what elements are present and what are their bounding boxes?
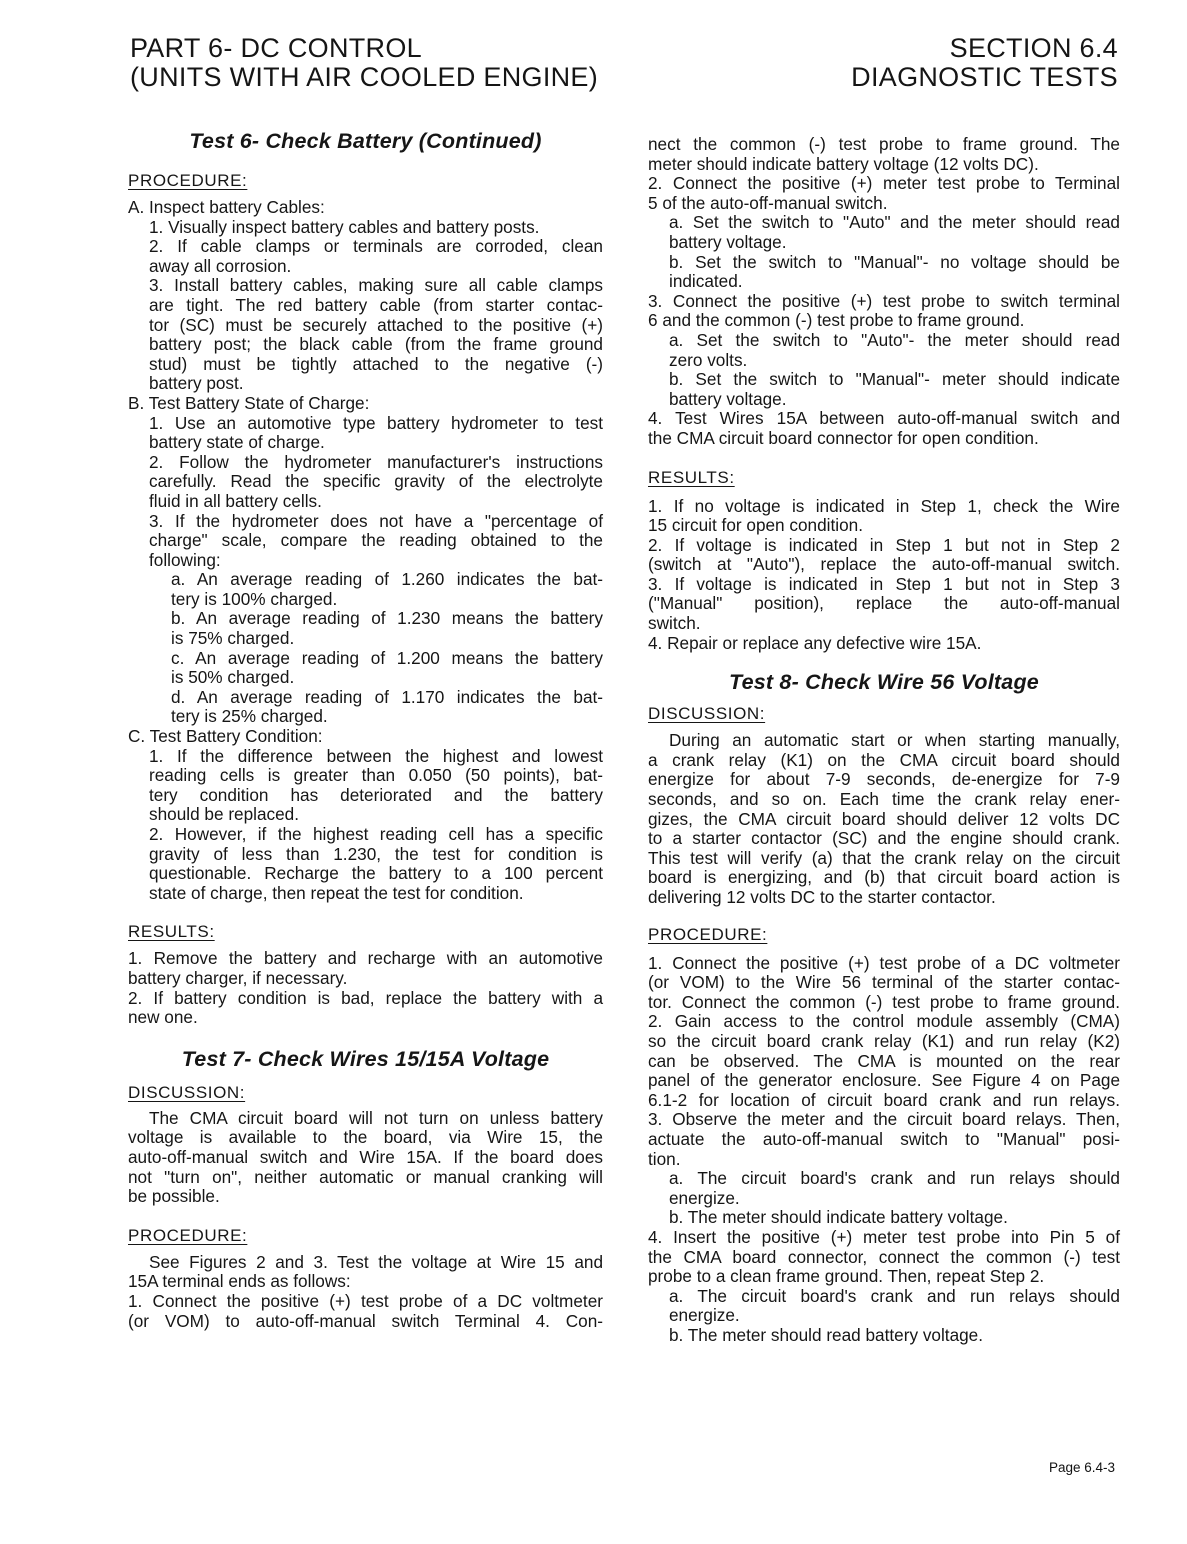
text-line: a. An average reading of 1.260 indicates the bat- <box>171 569 603 590</box>
text-line: 4. Test Wires 15A between auto-off-manual switch and <box>648 408 1120 429</box>
text-line: 15A terminal ends as follows: <box>128 1271 351 1292</box>
text-line: 4. Insert the positive (+) meter test probe into Pin 5 of <box>648 1226 1120 1247</box>
text-line: stud) must be tightly attached to the negative (-) <box>149 353 603 374</box>
text-line: can be observed. The CMA is mounted on the rear <box>648 1050 1120 1071</box>
text-line: 2. If voltage is indicated in Step 1 but not in Step 2 <box>648 534 1120 555</box>
text-line: the CMA circuit board connector for open condition. <box>648 427 1039 448</box>
text-line: C. Test Battery Condition: <box>128 726 323 747</box>
test7-title: Test 7- Check Wires 15/15A Voltage <box>181 1046 550 1071</box>
test8-discussion-label: DISCUSSION: <box>648 704 766 724</box>
text-line: a crank relay (K1) on the CMA circuit board should <box>648 749 1120 770</box>
text-line: is 50% charged. <box>171 667 295 688</box>
text-line: questionable. Recharge the battery to a 100 percent <box>149 863 603 884</box>
text-line: probe to a clean frame ground. Then, repeat Step 2. <box>648 1266 1045 1287</box>
test7-procedure-right <box>648 135 1120 449</box>
test7-results-label: RESULTS: <box>648 467 735 487</box>
text-line: are tight. The red battery cable (from starter contac- <box>149 294 603 315</box>
text-line: battery voltage. <box>669 388 787 409</box>
text-line: delivering 12 volts DC to the starter contactor. <box>648 887 996 907</box>
text-line: the CMA board connector, connect the common (-) test <box>648 1246 1120 1267</box>
text-line: b. Set the switch to "Manual"- meter should indicate <box>669 369 1120 390</box>
part-heading <box>130 34 598 92</box>
text-line: be possible. <box>128 1186 220 1207</box>
text-line: panel of the generator enclosure. See Figure 4 on Page <box>648 1070 1120 1091</box>
text-line: 6 and the common (-) test probe to frame ground. <box>648 310 1025 331</box>
left-column <box>128 128 603 1331</box>
text-line: is 75% charged. <box>171 628 295 649</box>
text-line: 2. If battery condition is bad, replace the battery with a <box>128 987 603 1008</box>
test6-procedure-label: PROCEDURE: <box>128 171 248 190</box>
text-line: 5 of the auto-off-manual switch. <box>648 192 888 213</box>
text-line: b. Set the switch to "Manual"- no voltage should be <box>669 251 1120 272</box>
text-line: energize. <box>669 1305 740 1326</box>
text-line: following: <box>149 549 221 570</box>
text-line: board is energizing, and (b) that circuit board action is <box>648 867 1120 888</box>
text-line: a. Set the switch to "Auto"- the meter should read <box>669 329 1120 350</box>
test7-discussion <box>128 1109 603 1207</box>
text-line: nect the common (-) test probe to frame ground. The <box>648 134 1120 154</box>
text-line: 1. Use an automotive type battery hydrometer to test <box>149 412 603 433</box>
text-line: battery voltage. <box>669 231 787 252</box>
text-line: tery condition has deteriorated and the battery <box>149 784 603 805</box>
page-number: Page 6.4-3 <box>1048 1460 1115 1475</box>
test6-results-label: RESULTS: <box>128 922 215 942</box>
text-line: 2. Gain access to the control module assembly (CMA) <box>648 1011 1120 1032</box>
text-line: 1. If the difference between the highest and lowest <box>149 745 603 766</box>
part-heading-line2: (UNITS WITH AIR COOLED ENGINE) <box>130 62 599 92</box>
text-line: 1. Connect the positive (+) test probe of a DC voltmeter <box>128 1290 603 1311</box>
section-heading-line2: DIAGNOSTIC TESTS <box>851 62 1118 92</box>
text-line: so the circuit board crank relay (K1) and run relay (K2) <box>648 1030 1120 1051</box>
text-line: 15 circuit for open condition. <box>648 515 863 536</box>
text-line: (or VOM) to the Wire 56 terminal of the starter contac- <box>648 972 1120 993</box>
text-line: 6.1-2 for location of circuit board crank and run relays. <box>648 1089 1120 1110</box>
test6-procedure <box>128 198 603 903</box>
text-line: tor (SC) must be securely attached to the positive (+) <box>149 314 603 335</box>
text-line: This test will verify (a) that the crank relay on the circuit <box>648 847 1120 868</box>
text-line: 1. Visually inspect battery cables and battery posts. <box>149 216 540 237</box>
text-line: d. An average reading of 1.170 indicates the bat- <box>171 686 603 707</box>
text-line: 2. Connect the positive (+) meter test probe to Terminal <box>648 173 1120 194</box>
test6-title: Test 6- Check Battery (Continued) <box>189 129 542 153</box>
text-line: See Figures 2 and 3. Test the voltage at Wire 15 and <box>149 1251 603 1272</box>
part-heading-line1: PART 6- DC CONTROL <box>130 33 422 63</box>
text-line: 1. Remove the battery and recharge with an automotive <box>128 948 603 969</box>
text-line: battery post; the black cable (from the frame ground <box>149 334 603 355</box>
text-line: actuate the auto-off-manual switch to "Manual" posi- <box>648 1128 1120 1149</box>
text-line: seconds, and so on. Each time the crank relay ener- <box>648 789 1120 810</box>
test8-discussion <box>648 731 1120 907</box>
right-column <box>648 135 1120 1345</box>
text-line: to a starter contactor (SC) and the engine should crank. <box>648 828 1120 849</box>
text-line: 1. If no voltage is indicated in Step 1, check the Wire <box>648 495 1120 516</box>
test7-procedure-label: PROCEDURE: <box>128 1225 248 1245</box>
text-line: gravity of less than 1.230, the test for condition is <box>149 843 603 864</box>
text-line: away all corrosion. <box>149 255 292 276</box>
text-line: b. The meter should indicate battery voltage. <box>669 1207 1008 1228</box>
test8-title: Test 8- Check Wire 56 Voltage <box>729 670 1039 695</box>
text-line: ("Manual" position), replace the auto-off-manual <box>648 593 1120 614</box>
text-line: zero volts. <box>669 349 748 370</box>
text-line: should be replaced. <box>149 804 300 825</box>
text-line: B. Test Battery State of Charge: <box>128 392 370 413</box>
text-line: tery is 25% charged. <box>171 706 328 727</box>
text-line: 3. If the hydrometer does not have a "percentage of <box>149 510 603 531</box>
text-line: The CMA circuit board will not turn on unless battery <box>149 1107 603 1128</box>
text-line: During an automatic start or when starting manually, <box>669 730 1120 751</box>
text-line: charge" scale, compare the reading obtained to the <box>149 530 603 551</box>
text-line: battery state of charge. <box>149 432 325 453</box>
text-line: c. An average reading of 1.200 means the battery <box>171 647 603 668</box>
test6-results <box>128 949 603 1027</box>
test8-procedure <box>648 954 1120 1346</box>
section-heading-line1: SECTION 6.4 <box>949 33 1118 63</box>
text-line: tery is 100% charged. <box>171 588 338 609</box>
text-line: battery charger, if necessary. <box>128 967 348 988</box>
text-line: tor. Connect the common (-) test probe to frame ground. <box>648 991 1120 1012</box>
text-line: state of charge, then repeat the test for condition. <box>149 882 524 903</box>
text-line: 3. Connect the positive (+) test probe to switch terminal <box>648 290 1120 311</box>
text-line: reading cells is greater than 0.050 (50 points), bat- <box>149 765 603 786</box>
text-line: 3. Observe the meter and the circuit board relays. Then, <box>648 1109 1120 1130</box>
text-line: auto-off-manual switch and Wire 15A. If the board does <box>128 1146 603 1167</box>
text-line: 2. Follow the hydrometer manufacturer's instructions <box>149 451 603 472</box>
text-line: energize. <box>669 1187 740 1208</box>
text-line: meter should indicate battery voltage (12 volts DC). <box>648 153 1039 174</box>
text-line: b. An average reading of 1.230 means the battery <box>171 608 603 629</box>
text-line: new one. <box>128 1007 198 1028</box>
text-line: not "turn on", neither automatic or manual cranking will <box>128 1166 603 1187</box>
test7-results <box>648 497 1120 654</box>
text-line: 3. Install battery cables, making sure all cable clamps <box>149 275 603 296</box>
text-line: 1. Connect the positive (+) test probe of a DC voltmeter <box>648 952 1120 973</box>
text-line: fluid in all battery cells. <box>149 490 322 511</box>
text-line: (or VOM) to auto-off-manual switch Terminal 4. Con- <box>128 1310 603 1331</box>
text-line: (switch at "Auto"), replace the auto-off-manual switch. <box>648 554 1120 575</box>
text-line: A. Inspect battery Cables: <box>128 197 325 217</box>
text-line: b. The meter should read battery voltage. <box>669 1324 984 1345</box>
test7-procedure-left <box>128 1253 603 1331</box>
text-line: a. Set the switch to "Auto" and the meter should read <box>669 212 1120 233</box>
text-line: a. The circuit board's crank and run relays should <box>669 1285 1120 1306</box>
text-line: 2. However, if the highest reading cell has a specific <box>149 824 603 844</box>
text-line: 2. If cable clamps or terminals are corroded, clean <box>149 236 603 257</box>
text-line: voltage is available to the board, via Wire 15, the <box>128 1127 603 1148</box>
text-line: battery post. <box>149 373 244 394</box>
text-line: energize for about 7-9 seconds, de-energize for 7-9 <box>648 769 1120 790</box>
text-line: gizes, the CMA circuit board should deliver 12 volts DC <box>648 808 1120 829</box>
text-line: tion. <box>648 1148 681 1169</box>
text-line: 4. Repair or replace any defective wire 15A. <box>648 632 982 653</box>
text-line: carefully. Read the specific gravity of the electrolyte <box>149 471 603 492</box>
test7-discussion-label: DISCUSSION: <box>128 1082 246 1102</box>
text-line: indicated. <box>669 271 743 292</box>
section-heading <box>851 34 1118 92</box>
text-line: a. The circuit board's crank and run relays should <box>669 1168 1120 1189</box>
test8-procedure-label: PROCEDURE: <box>648 924 768 944</box>
text-line: 3. If voltage is indicated in Step 1 but not in Step 3 <box>648 573 1120 594</box>
text-line: switch. <box>648 613 701 634</box>
